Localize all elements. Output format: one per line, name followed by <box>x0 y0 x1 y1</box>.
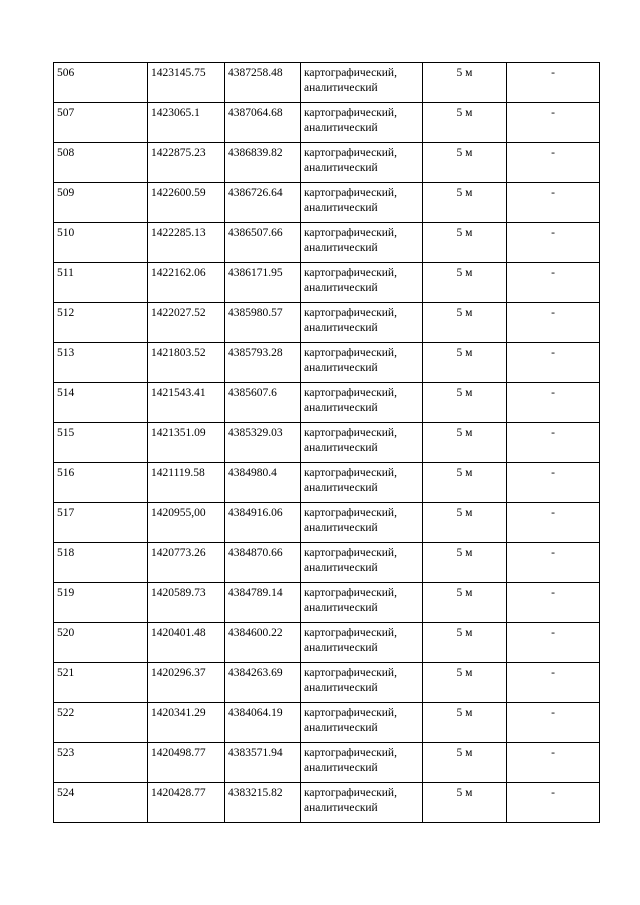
table-row <box>54 303 600 343</box>
note-cell: - <box>507 423 600 463</box>
accuracy-cell: 5 м <box>423 63 507 103</box>
x-coordinate-cell: 1421803.52 <box>148 343 225 383</box>
coordinates-table <box>53 62 600 823</box>
y-coordinate-cell: 4386507.66 <box>225 223 301 263</box>
accuracy-cell: 5 м <box>423 343 507 383</box>
note-cell: - <box>507 303 600 343</box>
x-coordinate-cell: 1421543.41 <box>148 383 225 423</box>
x-coordinate-cell: 1423065.1 <box>148 103 225 143</box>
note-cell: - <box>507 143 600 183</box>
coordinates-table-body <box>54 63 600 823</box>
table-row <box>54 703 600 743</box>
y-coordinate-cell: 4384916.06 <box>225 503 301 543</box>
point-number-cell: 506 <box>54 63 148 103</box>
table-row <box>54 543 600 583</box>
accuracy-cell: 5 м <box>423 623 507 663</box>
x-coordinate-cell: 1422162.06 <box>148 263 225 303</box>
note-cell: - <box>507 703 600 743</box>
method-cell: картографический, аналитический <box>301 143 423 183</box>
y-coordinate-cell: 4386839.82 <box>225 143 301 183</box>
accuracy-cell: 5 м <box>423 503 507 543</box>
method-cell: картографический, аналитический <box>301 783 423 823</box>
x-coordinate-cell: 1420341.29 <box>148 703 225 743</box>
y-coordinate-cell: 4387258.48 <box>225 63 301 103</box>
note-cell: - <box>507 783 600 823</box>
table-row <box>54 463 600 503</box>
note-cell: - <box>507 663 600 703</box>
method-cell: картографический, аналитический <box>301 223 423 263</box>
accuracy-cell: 5 м <box>423 303 507 343</box>
note-cell: - <box>507 463 600 503</box>
y-coordinate-cell: 4384789.14 <box>225 583 301 623</box>
table-row <box>54 143 600 183</box>
note-cell: - <box>507 63 600 103</box>
accuracy-cell: 5 м <box>423 183 507 223</box>
x-coordinate-cell: 1420401.48 <box>148 623 225 663</box>
y-coordinate-cell: 4386726.64 <box>225 183 301 223</box>
table-row <box>54 623 600 663</box>
method-cell: картографический, аналитический <box>301 63 423 103</box>
accuracy-cell: 5 м <box>423 583 507 623</box>
y-coordinate-cell: 4385793.28 <box>225 343 301 383</box>
method-cell: картографический, аналитический <box>301 263 423 303</box>
x-coordinate-cell: 1420773.26 <box>148 543 225 583</box>
point-number-cell: 519 <box>54 583 148 623</box>
y-coordinate-cell: 4383215.82 <box>225 783 301 823</box>
table-row <box>54 663 600 703</box>
accuracy-cell: 5 м <box>423 423 507 463</box>
table-row <box>54 343 600 383</box>
note-cell: - <box>507 343 600 383</box>
point-number-cell: 508 <box>54 143 148 183</box>
method-cell: картографический, аналитический <box>301 543 423 583</box>
point-number-cell: 521 <box>54 663 148 703</box>
y-coordinate-cell: 4385980.57 <box>225 303 301 343</box>
accuracy-cell: 5 м <box>423 663 507 703</box>
y-coordinate-cell: 4384870.66 <box>225 543 301 583</box>
x-coordinate-cell: 1420428.77 <box>148 783 225 823</box>
table-row <box>54 63 600 103</box>
point-number-cell: 520 <box>54 623 148 663</box>
table-row <box>54 783 600 823</box>
x-coordinate-cell: 1421119.58 <box>148 463 225 503</box>
method-cell: картографический, аналитический <box>301 383 423 423</box>
x-coordinate-cell: 1422027.52 <box>148 303 225 343</box>
x-coordinate-cell: 1422600.59 <box>148 183 225 223</box>
x-coordinate-cell: 1422285.13 <box>148 223 225 263</box>
table-row <box>54 263 600 303</box>
x-coordinate-cell: 1421351.09 <box>148 423 225 463</box>
point-number-cell: 511 <box>54 263 148 303</box>
table-row <box>54 503 600 543</box>
accuracy-cell: 5 м <box>423 543 507 583</box>
accuracy-cell: 5 м <box>423 743 507 783</box>
point-number-cell: 515 <box>54 423 148 463</box>
y-coordinate-cell: 4384600.22 <box>225 623 301 663</box>
accuracy-cell: 5 м <box>423 223 507 263</box>
table-row <box>54 583 600 623</box>
note-cell: - <box>507 623 600 663</box>
method-cell: картографический, аналитический <box>301 503 423 543</box>
x-coordinate-cell: 1420296.37 <box>148 663 225 703</box>
point-number-cell: 517 <box>54 503 148 543</box>
accuracy-cell: 5 м <box>423 383 507 423</box>
x-coordinate-cell: 1420498.77 <box>148 743 225 783</box>
note-cell: - <box>507 583 600 623</box>
accuracy-cell: 5 м <box>423 143 507 183</box>
accuracy-cell: 5 м <box>423 783 507 823</box>
table-row <box>54 103 600 143</box>
point-number-cell: 507 <box>54 103 148 143</box>
y-coordinate-cell: 4383571.94 <box>225 743 301 783</box>
note-cell: - <box>507 743 600 783</box>
y-coordinate-cell: 4386171.95 <box>225 263 301 303</box>
table-row <box>54 383 600 423</box>
note-cell: - <box>507 543 600 583</box>
y-coordinate-cell: 4384980.4 <box>225 463 301 503</box>
point-number-cell: 523 <box>54 743 148 783</box>
y-coordinate-cell: 4384263.69 <box>225 663 301 703</box>
table-row <box>54 423 600 463</box>
point-number-cell: 518 <box>54 543 148 583</box>
table-row <box>54 183 600 223</box>
method-cell: картографический, аналитический <box>301 303 423 343</box>
point-number-cell: 516 <box>54 463 148 503</box>
method-cell: картографический, аналитический <box>301 583 423 623</box>
note-cell: - <box>507 183 600 223</box>
note-cell: - <box>507 383 600 423</box>
point-number-cell: 509 <box>54 183 148 223</box>
note-cell: - <box>507 103 600 143</box>
table-row <box>54 223 600 263</box>
point-number-cell: 514 <box>54 383 148 423</box>
accuracy-cell: 5 м <box>423 463 507 503</box>
y-coordinate-cell: 4385607.6 <box>225 383 301 423</box>
method-cell: картографический, аналитический <box>301 423 423 463</box>
point-number-cell: 524 <box>54 783 148 823</box>
table-row <box>54 743 600 783</box>
note-cell: - <box>507 503 600 543</box>
method-cell: картографический, аналитический <box>301 463 423 503</box>
point-number-cell: 522 <box>54 703 148 743</box>
accuracy-cell: 5 м <box>423 703 507 743</box>
note-cell: - <box>507 263 600 303</box>
x-coordinate-cell: 1420589.73 <box>148 583 225 623</box>
point-number-cell: 513 <box>54 343 148 383</box>
method-cell: картографический, аналитический <box>301 703 423 743</box>
accuracy-cell: 5 м <box>423 263 507 303</box>
x-coordinate-cell: 1420955,00 <box>148 503 225 543</box>
accuracy-cell: 5 м <box>423 103 507 143</box>
x-coordinate-cell: 1423145.75 <box>148 63 225 103</box>
y-coordinate-cell: 4384064.19 <box>225 703 301 743</box>
point-number-cell: 510 <box>54 223 148 263</box>
method-cell: картографический, аналитический <box>301 343 423 383</box>
method-cell: картографический, аналитический <box>301 103 423 143</box>
method-cell: картографический, аналитический <box>301 183 423 223</box>
method-cell: картографический, аналитический <box>301 743 423 783</box>
note-cell: - <box>507 223 600 263</box>
x-coordinate-cell: 1422875.23 <box>148 143 225 183</box>
method-cell: картографический, аналитический <box>301 623 423 663</box>
method-cell: картографический, аналитический <box>301 663 423 703</box>
point-number-cell: 512 <box>54 303 148 343</box>
y-coordinate-cell: 4385329.03 <box>225 423 301 463</box>
y-coordinate-cell: 4387064.68 <box>225 103 301 143</box>
